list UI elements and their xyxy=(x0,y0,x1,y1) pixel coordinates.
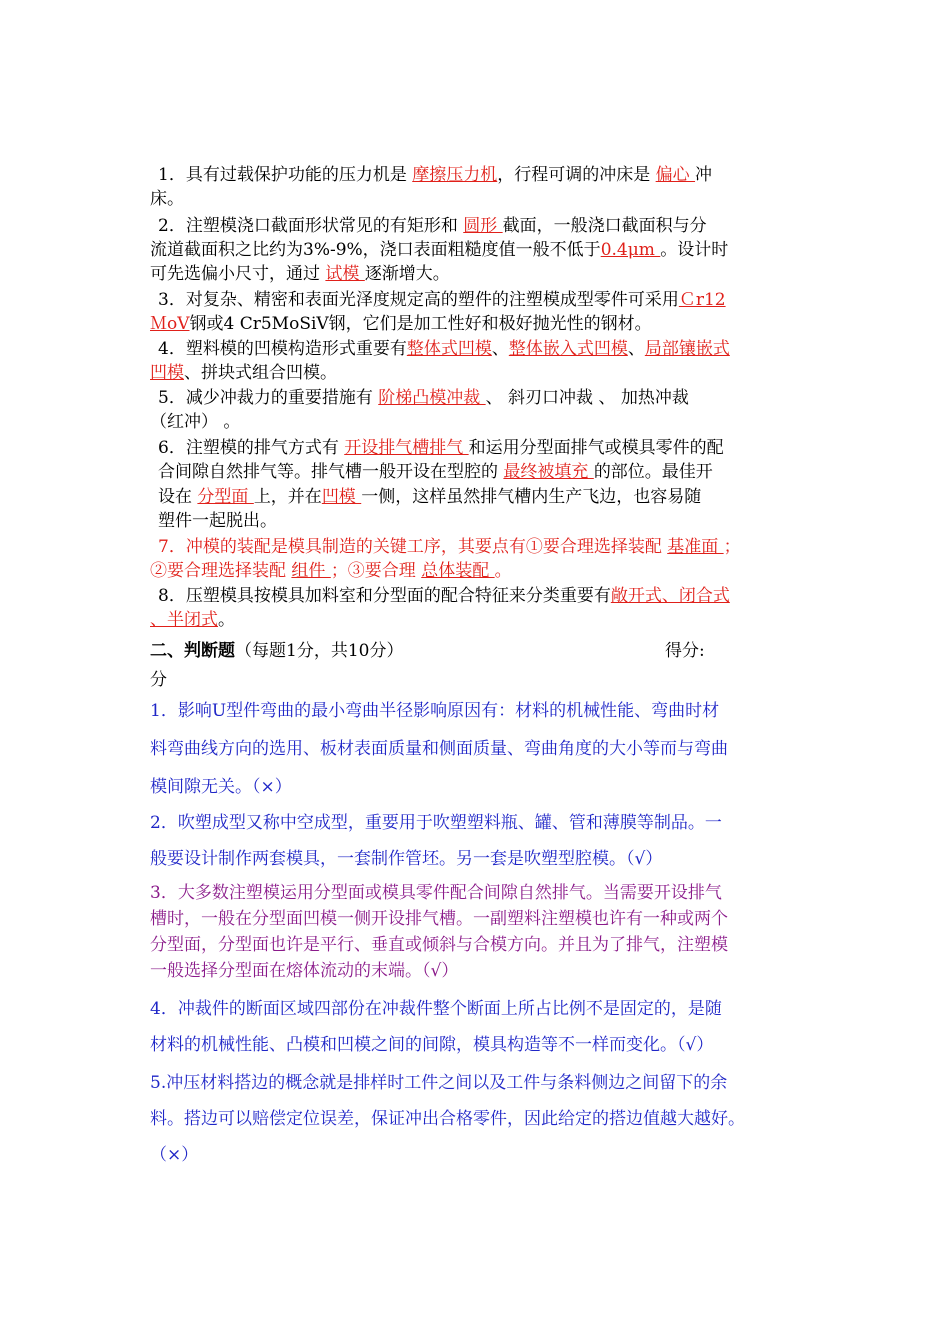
fill-question-line xyxy=(150,560,512,582)
question-text: 5．减少冲裁力的重要措施有 xyxy=(158,388,379,408)
judge-question-line: 模间隙无关。（×） xyxy=(150,777,292,797)
question-text: 3．对复杂、精密和表面光泽度规定高的塑件的注塑模成型零件可采用 xyxy=(158,290,679,310)
fill-question-line xyxy=(150,609,235,631)
question-text: （红冲） 。 xyxy=(150,412,241,432)
question-text: 一侧，这样虽然排气槽内生产飞边，也容易随 xyxy=(361,487,702,507)
answer-blank: 摩擦压力机 xyxy=(412,165,498,185)
answer-blank: 基准面 xyxy=(667,537,724,557)
question-text: 8．压塑模具按模具加料室和分型面的配合特征来分类重要有 xyxy=(158,586,611,606)
question-text: 6．注塑模的排气方式有 xyxy=(158,438,345,458)
fill-question-line xyxy=(150,313,652,335)
question-text: 、拼块式组合凹模。 xyxy=(184,363,337,383)
question-text: 。 xyxy=(494,561,512,581)
answer-blank: 试模 xyxy=(325,264,365,284)
question-text: ；③要合理 xyxy=(330,561,422,581)
answer-blank: 凹模 xyxy=(321,487,362,507)
question-text: 塑件一起脱出。 xyxy=(158,511,277,531)
question-text: 床。 xyxy=(150,189,184,209)
fill-question-line xyxy=(158,536,741,558)
question-text: 冲 xyxy=(695,165,713,185)
judge-question-line: 分型面，分型面也许是平行、垂直或倾斜与合模方向。并且为了排气，注塑模 xyxy=(150,935,728,955)
question-text: 流道截面积之比约为3%-9%，浇口表面粗糙度值一般不低于 xyxy=(150,240,601,260)
judge-question-line: 料。搭边可以赔偿定位误差，保证冲出合格零件，因此给定的搭边值越大越好。 xyxy=(150,1109,745,1129)
fill-question-line xyxy=(150,188,184,210)
answer-blank: 局部镶嵌式 xyxy=(644,339,730,359)
fill-question-line xyxy=(158,215,707,237)
answer-blank: 、半闭式 xyxy=(150,610,218,630)
answer-blank: 凹模 xyxy=(150,363,184,383)
answer-blank: 最终被填充 xyxy=(503,462,594,482)
question-text: 、 xyxy=(491,339,509,359)
fill-question-line xyxy=(158,164,712,186)
fill-question-line xyxy=(158,338,730,360)
answer-blank: 整体式凹模 xyxy=(406,339,492,359)
answer-blank: ＭoV xyxy=(150,314,190,334)
judge-question-line: （×） xyxy=(150,1145,199,1165)
judge-question-line: 料弯曲线方向的选用、板材表面质量和侧面质量、弯曲角度的大小等而与弯曲 xyxy=(150,739,728,759)
question-text: 、 斜刃口冲裁 、 加热冲裁 xyxy=(485,388,689,408)
question-text: 上，并在 xyxy=(253,487,322,507)
fill-question-line xyxy=(158,289,726,311)
question-text: 截面，一般浇口截面积与分 xyxy=(502,216,707,236)
answer-blank: 分型面 xyxy=(197,487,254,507)
answer-blank: 0.4μm xyxy=(600,240,661,260)
answer-blank: 整体嵌入式凹模 xyxy=(508,339,628,359)
fill-question-line xyxy=(158,461,713,483)
section-header xyxy=(150,640,403,662)
judge-question-line: 5.冲压材料搭边的概念就是排样时工件之间以及工件与条料侧边之间留下的余 xyxy=(150,1073,728,1093)
question-text: 逐渐增大。 xyxy=(364,264,450,284)
question-text: 钢或4 Cr5MoSiV钢，它们是加工性好和极好抛光性的钢材。 xyxy=(189,314,652,334)
judge-question-line: 材料的机械性能、凸模和凹模之间的间隙，模具构造等不一样而变化。（√） xyxy=(150,1035,714,1055)
question-text: ； xyxy=(723,537,741,557)
fill-question-line xyxy=(150,263,450,285)
question-text: 的部位。最佳开 xyxy=(593,462,713,482)
fill-question-line xyxy=(158,437,724,459)
fill-question-line xyxy=(150,362,337,384)
answer-blank: Ｃr12 xyxy=(678,290,726,310)
question-text: 和运用分型面排气或模具零件的配 xyxy=(468,438,724,458)
fill-question-line xyxy=(158,486,701,508)
question-text: 7．冲模的装配是模具制造的关键工序，其要点有①要合理选择装配 xyxy=(158,537,668,557)
question-text: 2．注塑模浇口截面形状常见的有矩形和 xyxy=(158,216,464,236)
judge-question-line: 4．冲裁件的断面区域四部份在冲裁件整个断面上所占比例不是固定的，是随 xyxy=(150,999,722,1019)
judge-question-line: 槽时，一般在分型面凹模一侧开设排气槽。一副塑料注塑模也许有一种或两个 xyxy=(150,909,728,929)
fill-question-line xyxy=(150,239,728,261)
question-text: 4．塑料模的凹模构造形式重要有 xyxy=(158,339,407,359)
answer-blank: 总体装配 xyxy=(421,561,495,581)
answer-blank: 组件 xyxy=(291,561,331,581)
score-unit: 分 xyxy=(150,670,167,690)
section-note: （每题1分，共10分） xyxy=(235,641,404,661)
answer-blank: 阶梯凸模冲裁 xyxy=(378,388,486,408)
answer-blank: 开设排气槽排气 xyxy=(344,438,469,458)
question-text: ②要合理选择装配 xyxy=(150,561,292,581)
question-text: 合间隙自然排气等。排气槽一般开设在型腔的 xyxy=(158,462,504,482)
question-text: 可先选偏小尺寸，通过 xyxy=(150,264,326,284)
fill-question-line xyxy=(158,510,277,532)
judge-question-line: 2．吹塑成型又称中空成型，重要用于吹塑塑料瓶、罐、管和薄膜等制品。一 xyxy=(150,813,722,833)
judge-question-line: 1．影响U型件弯曲的最小弯曲半径影响原因有：材料的机械性能、弯曲时材 xyxy=(150,701,720,721)
answer-blank: 圆形 xyxy=(463,216,503,236)
section-title: 二、判断题 xyxy=(150,641,235,661)
question-text: 。 xyxy=(218,610,235,630)
judge-question-line: 般要设计制作两套模具，一套制作管坯。另一套是吹塑型腔模。（√） xyxy=(150,849,663,869)
score-label: 得分: xyxy=(665,641,705,661)
question-text: ，行程可调的冲床是 xyxy=(497,165,656,185)
question-text: 。设计时 xyxy=(660,240,729,260)
question-text: 1．具有过载保护功能的压力机是 xyxy=(158,165,413,185)
judge-question-line: 3．大多数注塑模运用分型面或模具零件配合间隙自然排气。当需要开设排气 xyxy=(150,883,722,903)
answer-blank: 敞开式、闭合式 xyxy=(610,586,730,606)
fill-question-line xyxy=(158,387,689,409)
answer-blank: 偏心 xyxy=(655,165,696,185)
question-text: 、 xyxy=(627,339,645,359)
fill-question-line xyxy=(150,411,240,433)
fill-question-line xyxy=(158,585,730,607)
judge-question-line: 一般选择分型面在熔体流动的末端。（√） xyxy=(150,961,459,981)
question-text: 设在 xyxy=(158,487,198,507)
